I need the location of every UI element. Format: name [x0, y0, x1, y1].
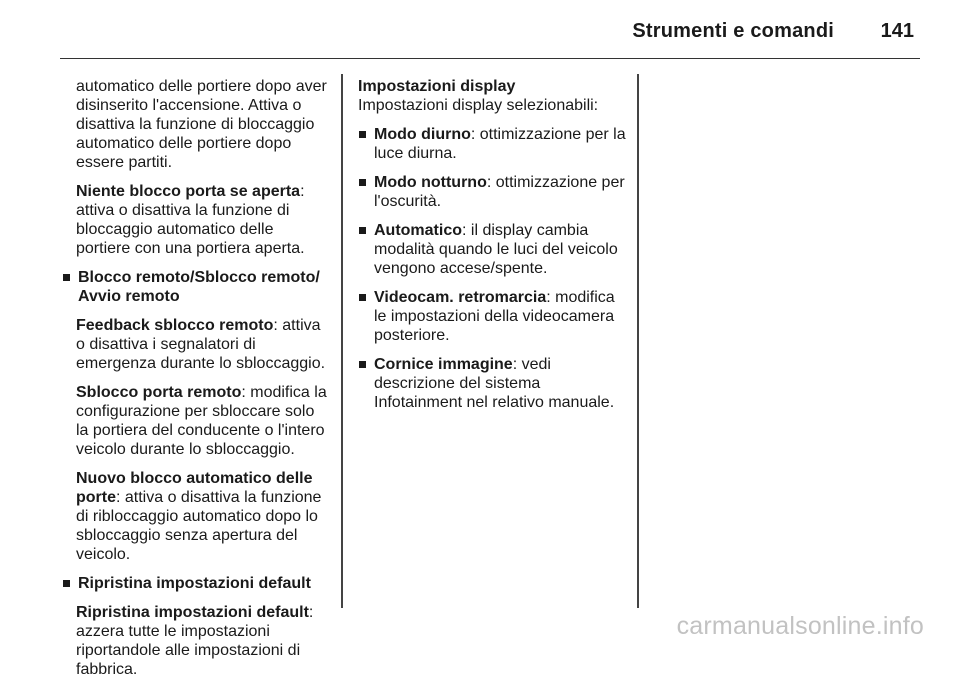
- bullet-label: Ripristina impostazioni default: [78, 575, 311, 592]
- paragraph-ripristina: Ripristina impostazioni default: azzera tutte le impostazioni riportandole alle impostazioni di fabbrica.: [76, 604, 314, 678]
- paragraph-feedback: Feedback sblocco remoto: attiva o disattiva i segnalatori di emergenza durante lo sbloccaggio.: [76, 317, 326, 372]
- paragraph-sblocco-porta: Sblocco porta remoto: modifica la configurazione per sbloccare solo la portiera del conducente o l'intero veicolo durante lo sbloccaggio.: [76, 384, 327, 458]
- column-divider-right: [637, 74, 639, 608]
- page-title: Strumenti e comandi: [632, 20, 834, 42]
- bullet-label: Blocco remoto/Sblocco remoto/ Avvio remoto: [78, 269, 320, 305]
- section-intro: Impostazioni display selezionabili:: [358, 97, 599, 114]
- bullet-square-icon: [63, 580, 70, 587]
- watermark-logo: carmanualsonline.info: [676, 612, 924, 640]
- bullet-modo-notturno: Modo notturno: ottimizzazione per l'oscurità.: [358, 173, 628, 211]
- bullet-cornice: Cornice immagine: vedi descrizione del sistema Infotainment nel relativo manuale.: [358, 355, 628, 412]
- bullet-blocco-remoto: [62, 268, 330, 306]
- term-niente-blocco: Niente blocco porta se aperta: [76, 183, 301, 200]
- page-number: 141: [880, 20, 914, 42]
- paragraph-niente-blocco: Niente blocco porta se aperta: attiva o disattiva la funzione di bloccaggio automatico delle portiere con una portiera aperta.: [76, 183, 305, 257]
- paragraph-nuovo-blocco: Nuovo blocco automatico delle porte: attiva o disattiva la funzione di ribloccaggio automatico dopo lo sbloccaggio senza apertura del veicolo.: [76, 470, 322, 563]
- term-sblocco-porta: Sblocco porta remoto: [76, 384, 242, 401]
- bullet-videocam: Videocam. retromarcia: modifica le impostazioni della videocamera posteriore.: [358, 288, 628, 345]
- section-heading: Impostazioni display: [358, 78, 516, 95]
- bullet-automatico: Automatico: il display cambia modalità quando le luci del veicolo vengono accese/spente.: [358, 221, 628, 278]
- bullet-square-icon: [359, 179, 366, 186]
- term-feedback: Feedback sblocco remoto: [76, 317, 274, 334]
- bullet-square-icon: [359, 361, 366, 368]
- bullet-square-icon: [359, 131, 366, 138]
- bullet-square-icon: [359, 227, 366, 234]
- term-nuovo-blocco: Nuovo blocco automatico delle porte: [76, 470, 313, 506]
- column-divider-left: [341, 74, 343, 608]
- paragraph-continuation: automatico delle portiere dopo aver disinserito l'accensione. Attiva o disattiva la funzione di bloccaggio automatico delle portiere dopo essere partiti.: [76, 78, 327, 171]
- term-ripristina: Ripristina impostazioni default: [76, 604, 309, 621]
- page-header: [60, 14, 920, 59]
- bullet-square-icon: [359, 294, 366, 301]
- right-column: [358, 77, 628, 422]
- bullet-modo-diurno: Modo diurno: ottimizzazione per la luce diurna.: [358, 125, 628, 163]
- bullet-square-icon: [63, 274, 70, 281]
- bullet-ripristina: [62, 574, 330, 593]
- left-column: [62, 77, 330, 689]
